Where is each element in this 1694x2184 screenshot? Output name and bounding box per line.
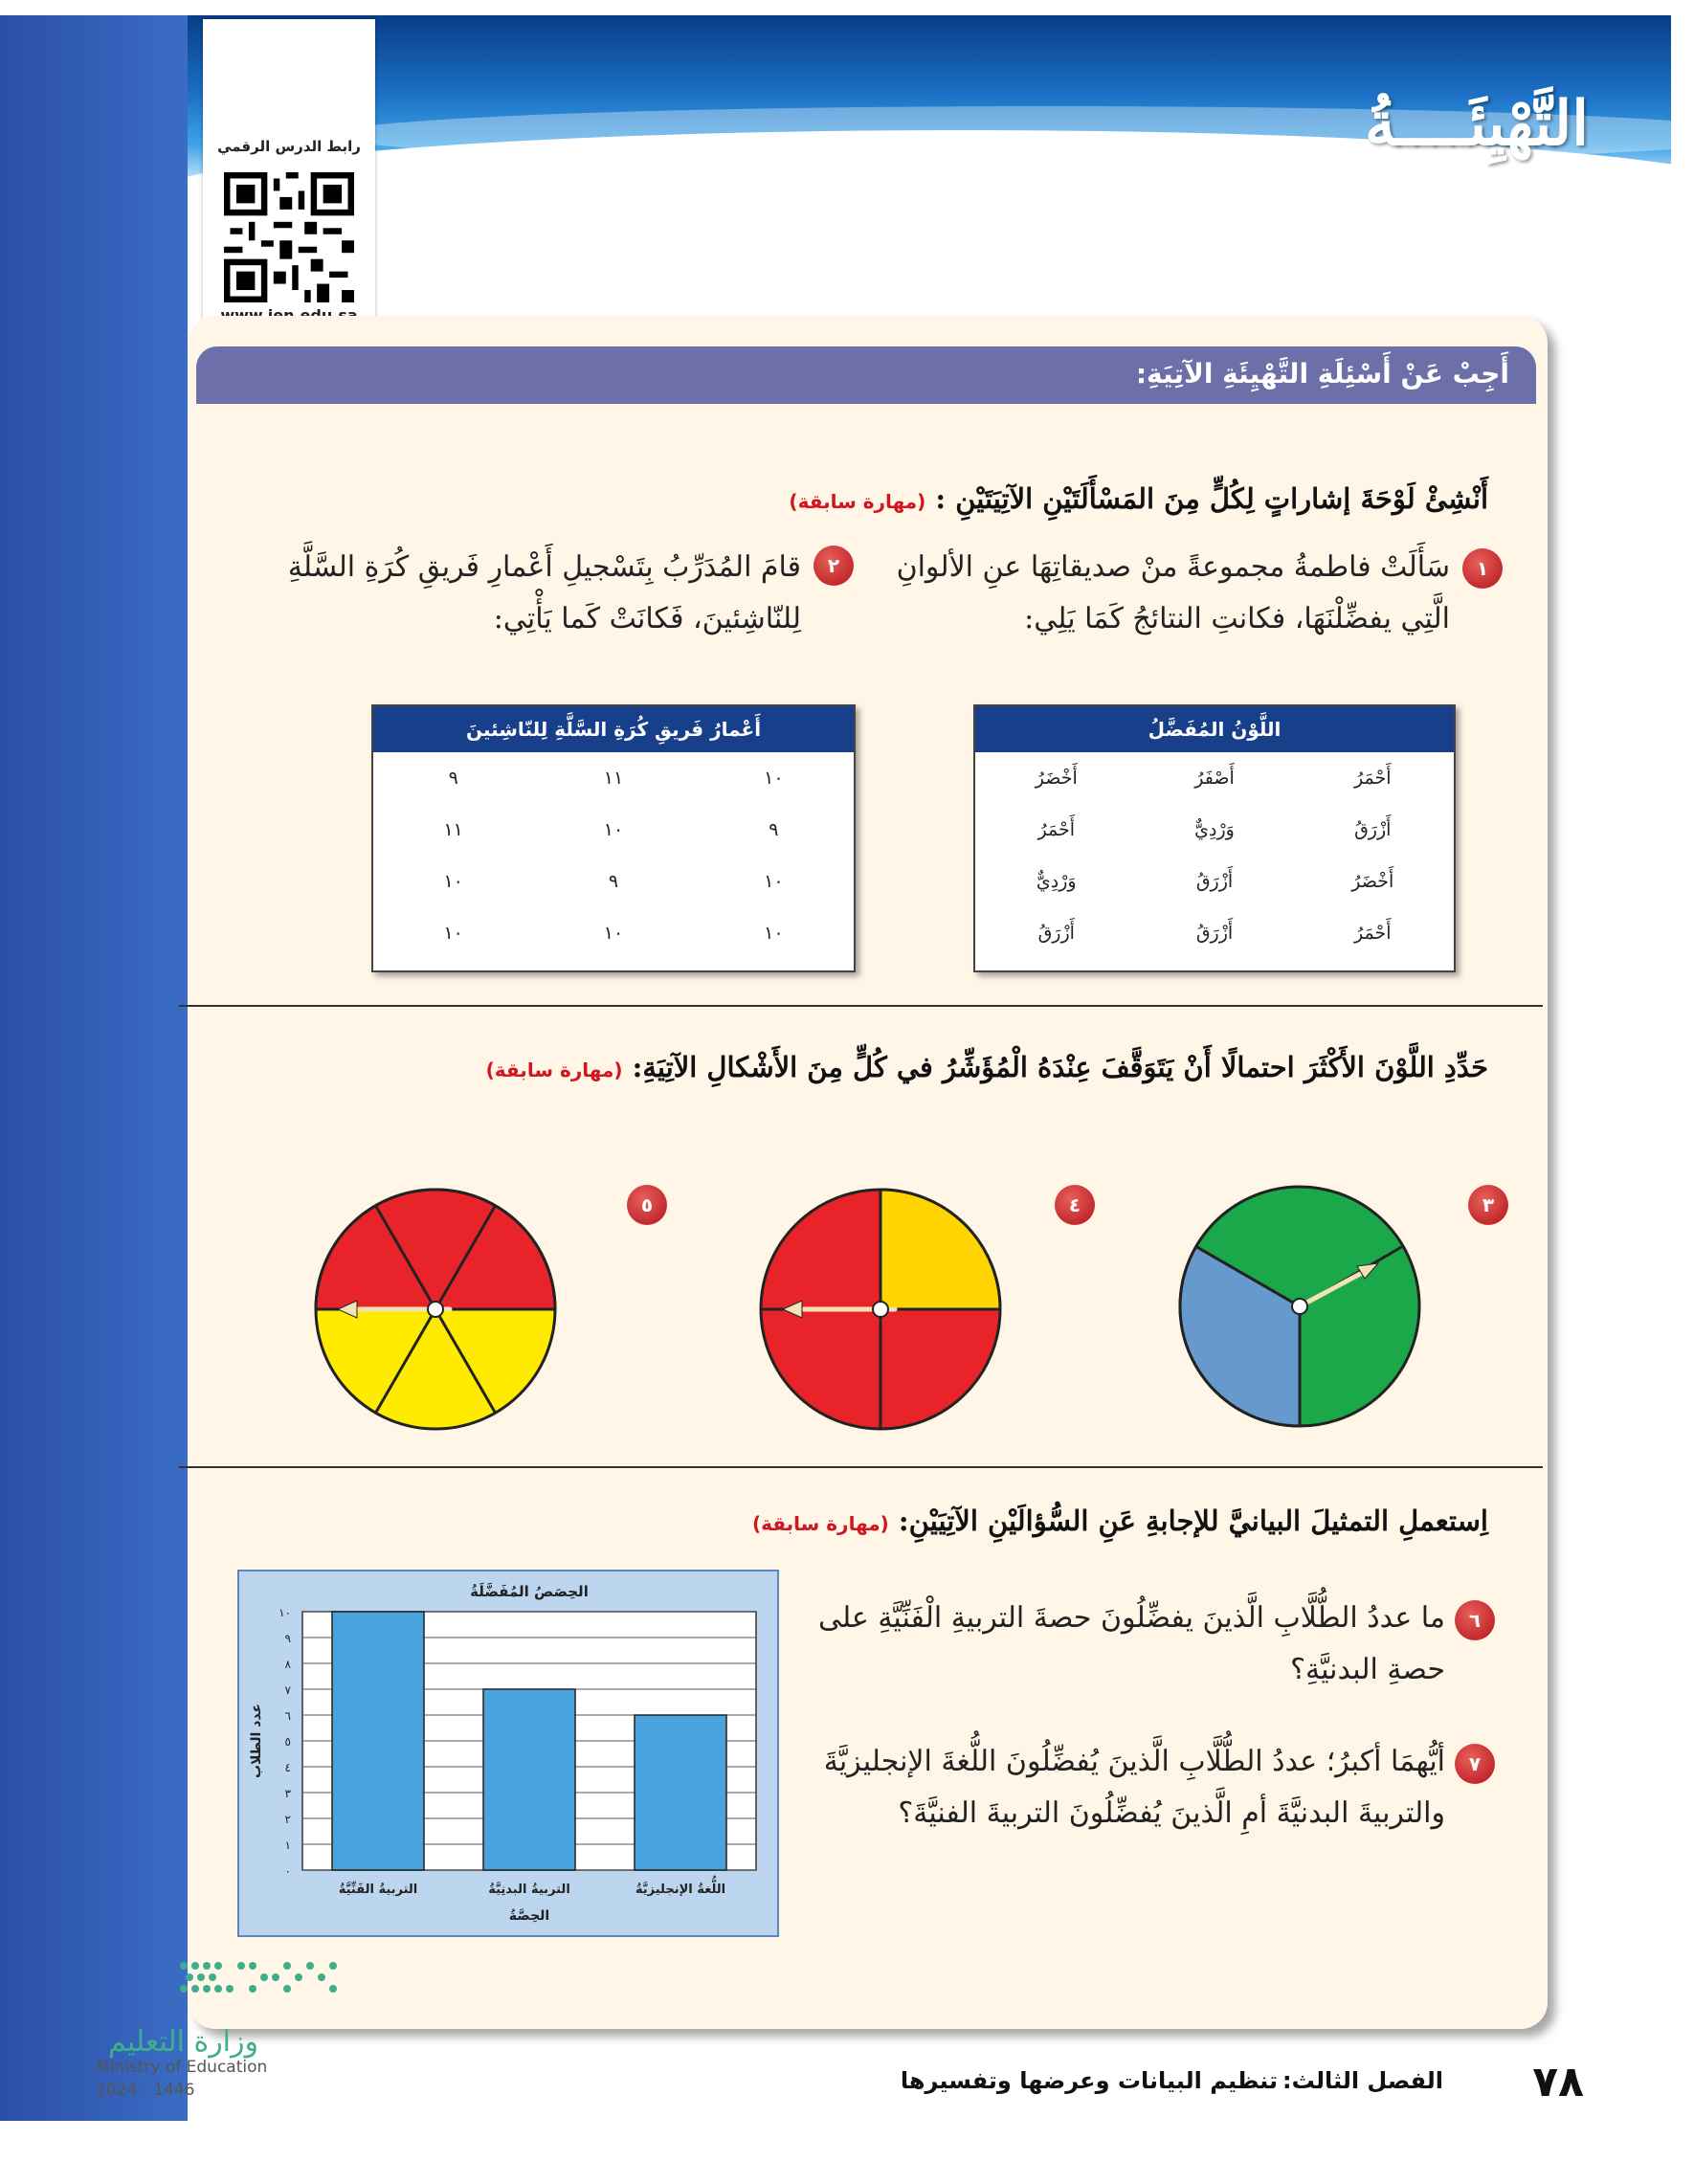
question-2-badge: ٢ xyxy=(814,546,854,586)
qr-label: رابط الدرس الرقمي xyxy=(217,138,361,155)
y-tick-label: ٩ xyxy=(284,1632,291,1645)
table-cell: ١٠ xyxy=(443,923,463,944)
question-1-text: سَأَلَتْ فاطمةُ مجموعةً منْ صديقاتِهَا عنِ الألوانِ الَّتِي يفضِّلْنَهَا، فكانتِ النتائجُ كَمَا يَلِي: xyxy=(896,550,1450,635)
table-cell: ٩ xyxy=(608,871,619,892)
section2-heading xyxy=(282,1051,1488,1083)
y-tick-label: ٣ xyxy=(284,1787,291,1800)
table-cell: أَخْضَرُ xyxy=(1035,768,1078,789)
spinner-3 xyxy=(1175,1182,1424,1431)
table-cell: أَحْمَرُ xyxy=(1354,923,1392,944)
bar-chart xyxy=(239,1571,777,1935)
edition-year: 2024 - 1446 xyxy=(96,2081,195,2100)
bar xyxy=(635,1715,726,1870)
table-cell: ١١ xyxy=(603,768,624,789)
bar xyxy=(483,1689,575,1870)
left-color-band xyxy=(0,15,188,2121)
x-tick-label: اللُّغةُ الإنجليزيَّةُ xyxy=(635,1883,726,1897)
question-3-badge: ٣ xyxy=(1468,1185,1508,1225)
table-cell: ١١ xyxy=(443,819,463,840)
skill-tag: (مهارة سابقة) xyxy=(789,490,926,513)
table-cell: ١٠ xyxy=(603,923,624,944)
qr-code-icon[interactable] xyxy=(224,172,354,302)
table-cell: وَرْدِيٌّ xyxy=(1036,871,1077,892)
section1-heading-text: أَنْشِئْ لَوْحَةَ إشاراتٍ لِكُلٍّ مِنَ المَسْأَلَتَيْنِ الآتِيَتَيْنِ : xyxy=(935,482,1488,515)
instruction-bar xyxy=(196,346,1536,404)
question-7-text: أيُّهمَا أكبرُ؛ عددُ الطُّلَّابِ الَّذينَ يُفضِّلُونَ اللُّغةَ الإنجليزيَّةَ والتربيةَ البدنيَّةَ أمِ الَّذينَ يُفضِّلُونَ التربيةَ الفنيَّةَ؟ xyxy=(823,1745,1445,1830)
skill-tag: (مهارة سابقة) xyxy=(485,1059,623,1081)
question-6-text: ما عددُ الطُّلَّابِ الَّذينَ يفضِّلُونَ حصةَ التربيةِ الْفَنِّيَّةِ على حصةِ البدنيَّةِ؟ xyxy=(817,1601,1445,1686)
table-cell: أَزْرَقُ xyxy=(1195,923,1234,944)
table-cell: أَزْرَقُ xyxy=(1195,871,1234,892)
table-cell: ١٠ xyxy=(764,871,784,892)
section-divider xyxy=(179,1005,1543,1007)
bar-chart-card xyxy=(237,1570,779,1937)
section-divider xyxy=(179,1466,1543,1468)
spinner-4 xyxy=(756,1185,1005,1434)
y-axis-label: عدد الطلاب xyxy=(249,1703,264,1779)
chapter-title: تنظيم البيانات وعرضها وتفسيرها xyxy=(900,2067,1278,2094)
question-4-badge: ٤ xyxy=(1055,1185,1095,1225)
chapter-label: الفصل الثالث: xyxy=(1282,2067,1443,2094)
section3-heading-text: اِستعملِ التمثيلَ البيانيَّ للإجابةِ عَنِ السُّؤالَيْنِ الآتِيَيْنِ: xyxy=(898,1504,1488,1537)
y-tick-label: ٤ xyxy=(284,1761,291,1774)
qr-card[interactable] xyxy=(203,19,375,330)
section1-heading xyxy=(340,482,1488,515)
table-cell: ١٠ xyxy=(764,768,784,789)
question-2-text: قامَ المُدَرِّبُ بِتَسْجيلِ أَعْمارِ فَريقِ كُرَةِ السَّلَّةِ لِلنّاشِئينَ، فَكانَتْ كَما يَأْتِي: xyxy=(287,550,801,635)
question-7-badge: ٧ xyxy=(1455,1744,1495,1784)
spinner-5 xyxy=(311,1185,560,1434)
table-cell: ١٠ xyxy=(764,923,784,944)
table-cell: أَحْمَرُ xyxy=(1354,768,1392,789)
x-tick-label: التربيةُ البدنِيَّةُ xyxy=(488,1883,570,1897)
section3-heading xyxy=(340,1504,1488,1537)
table-cell: أَحْمَرُ xyxy=(1037,819,1075,840)
bar xyxy=(332,1612,424,1870)
table-cell: أَزْرَقُ xyxy=(1354,819,1392,840)
chart-title: الحِصَصُ المُفَضَّلَةُ xyxy=(470,1583,589,1600)
table-cell: وَرْدِيٌّ xyxy=(1194,819,1235,840)
ages-table-title: أَعْمارُ فَريقِ كُرَةِ السَّلَّةِ لِلنّاشِئينَ xyxy=(373,706,854,752)
y-tick-label: ٥ xyxy=(284,1735,291,1749)
y-tick-label: ٢ xyxy=(284,1813,291,1826)
section2-heading-text: حَدِّدِ اللَّوْنَ الأَكْثَرَ احتمالًا أَنْ يَتَوَقَّفَ عِنْدَهُ الْمُؤَشِّرُ في كُلٍّ مِنَ الأَشْكالِ الآتِيَةِ: xyxy=(632,1051,1488,1083)
y-tick-label: ٠ xyxy=(284,1864,291,1878)
vision-2030-logo xyxy=(174,1954,342,2007)
question-1-badge: ١ xyxy=(1462,548,1503,589)
x-axis-label: الحِصَّةُ xyxy=(508,1908,550,1924)
question-6-badge: ٦ xyxy=(1455,1600,1495,1640)
vision-logo-icon xyxy=(174,1954,342,2007)
skill-tag: (مهارة سابقة) xyxy=(751,1512,889,1535)
x-tick-label: التربيةُ الفَنِّيَّةُ xyxy=(338,1883,418,1897)
table-cell: ١٠ xyxy=(603,819,624,840)
table-cell: ٩ xyxy=(769,819,779,840)
question-5-badge: ٥ xyxy=(627,1185,667,1225)
y-tick-label: ٧ xyxy=(284,1683,291,1697)
table-cell: أَخْضَرُ xyxy=(1351,871,1394,892)
ministry-name-ar: وزارة التعليم xyxy=(107,2025,258,2059)
page-number: ٧٨ xyxy=(1532,2058,1584,2106)
color-table-title: اللَّوْنُ المُفَضَّلُ xyxy=(975,706,1454,752)
table-cell: ١٠ xyxy=(443,871,463,892)
ministry-name-en: Ministry of Education xyxy=(96,2058,268,2077)
table-cell: أَصْفَرُ xyxy=(1194,768,1235,789)
instruction-text: أَجِبْ عَنْ أَسْئِلَةِ التَّهْيِئَةِ الآتِيَةِ: xyxy=(1135,358,1509,390)
favorite-color-table xyxy=(973,704,1456,972)
y-tick-label: ٦ xyxy=(284,1709,291,1723)
y-tick-label: ١٠ xyxy=(279,1606,291,1619)
y-tick-label: ١ xyxy=(284,1839,291,1852)
ages-table xyxy=(371,704,856,972)
table-cell: أَزْرَقُ xyxy=(1037,923,1075,944)
table-cell: ٩ xyxy=(448,768,458,789)
page-title: التَّهْيِئَــــةُ xyxy=(1364,88,1589,160)
y-tick-label: ٨ xyxy=(284,1658,291,1671)
